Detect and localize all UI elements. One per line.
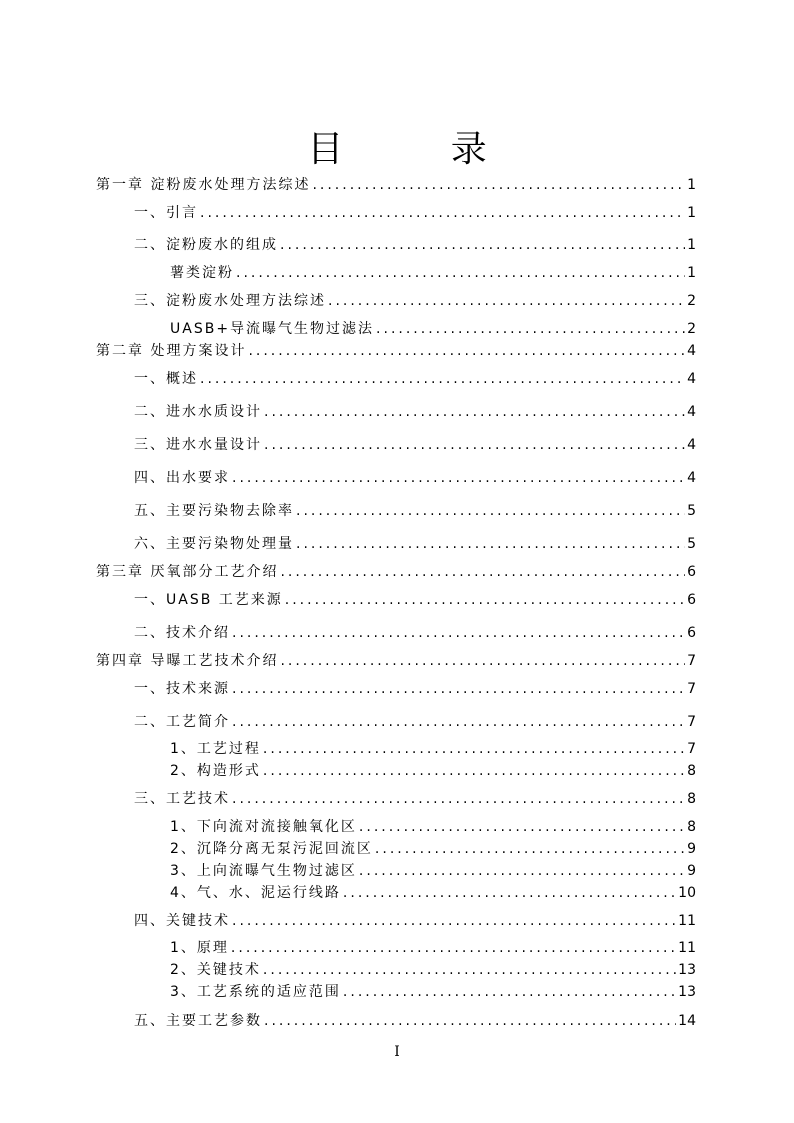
toc-entry-label: 二、工艺简介 bbox=[134, 714, 230, 730]
toc-leader-dots bbox=[280, 652, 685, 670]
toc-entry-page: 10 bbox=[678, 885, 696, 901]
toc-entry-label: 薯类淀粉 bbox=[170, 265, 234, 281]
toc-leader-dots bbox=[236, 264, 685, 282]
toc-entry[interactable] bbox=[170, 762, 696, 780]
toc-entry-label: 一、概述 bbox=[134, 371, 198, 387]
toc-entry-label: 五、主要工艺参数 bbox=[134, 1013, 262, 1029]
toc-entry[interactable] bbox=[170, 961, 696, 979]
toc-entry[interactable] bbox=[134, 535, 696, 553]
toc-entry-page: 1 bbox=[687, 265, 696, 281]
toc-entry-label: 五、主要污染物去除率 bbox=[134, 503, 294, 519]
toc-leader-dots bbox=[200, 370, 685, 388]
toc-entry-label: 2、构造形式 bbox=[170, 763, 261, 779]
toc-leader-dots bbox=[296, 502, 685, 520]
toc-entry[interactable] bbox=[170, 818, 696, 836]
toc-entry-label: 三、淀粉废水处理方法综述 bbox=[134, 293, 326, 309]
toc-leader-dots bbox=[232, 680, 685, 698]
toc-entry-label: 3、上向流曝气生物过滤区 bbox=[170, 863, 357, 879]
toc-entry-label: 一、引言 bbox=[134, 205, 198, 221]
toc-entry-page: 1 bbox=[687, 237, 696, 253]
toc-leader-dots bbox=[264, 436, 685, 454]
toc-leader-dots bbox=[264, 403, 685, 421]
toc-entry-label: 三、进水水量设计 bbox=[134, 437, 262, 453]
toc-entry-page: 4 bbox=[687, 470, 696, 486]
toc-leader-dots bbox=[200, 204, 685, 222]
toc-entry[interactable] bbox=[170, 840, 696, 858]
toc-entry-label: 二、技术介绍 bbox=[134, 625, 230, 641]
toc-entry-label: 三、工艺技术 bbox=[134, 791, 230, 807]
toc-entry[interactable] bbox=[134, 591, 696, 609]
toc-entry-page: 2 bbox=[687, 321, 696, 337]
toc-entry[interactable] bbox=[134, 790, 696, 808]
toc-entry-page: 6 bbox=[687, 564, 696, 580]
toc-entry-page: 7 bbox=[687, 741, 696, 757]
toc-entry-page: 8 bbox=[687, 791, 696, 807]
toc-entry[interactable] bbox=[96, 652, 696, 670]
toc-entry-label: 第二章 处理方案设计 bbox=[96, 343, 247, 359]
toc-entry[interactable] bbox=[134, 469, 696, 487]
toc-entry-page: 8 bbox=[687, 763, 696, 779]
toc-entry-page: 5 bbox=[687, 536, 696, 552]
toc-entry-page: 4 bbox=[687, 404, 696, 420]
toc-entry-page: 13 bbox=[678, 962, 696, 978]
toc-entry-label: 第一章 淀粉废水处理方法综述 bbox=[96, 177, 311, 193]
toc-leader-dots bbox=[263, 762, 685, 780]
toc-entry-page: 9 bbox=[687, 841, 696, 857]
toc-entry-page: 7 bbox=[687, 653, 696, 669]
toc-entry-page: 5 bbox=[687, 503, 696, 519]
toc-entry[interactable] bbox=[134, 436, 696, 454]
toc-entry-label: 1、下向流对流接触氧化区 bbox=[170, 819, 357, 835]
toc-leader-dots bbox=[248, 342, 685, 360]
toc-leader-dots bbox=[231, 939, 676, 957]
toc-entry-label: 二、进水水质设计 bbox=[134, 404, 262, 420]
toc-entry[interactable] bbox=[170, 320, 696, 338]
toc-entry-label: 2、关键技术 bbox=[170, 962, 261, 978]
toc-entry[interactable] bbox=[170, 862, 696, 880]
toc-entry-label: 六、主要污染物处理量 bbox=[134, 536, 294, 552]
toc-leader-dots bbox=[263, 961, 676, 979]
toc-leader-dots bbox=[375, 840, 685, 858]
toc-entry-page: 14 bbox=[678, 1013, 696, 1029]
toc-leader-dots bbox=[328, 292, 685, 310]
toc-leader-dots bbox=[312, 176, 685, 194]
toc-entry-page: 4 bbox=[687, 437, 696, 453]
toc-entry-label: 1、工艺过程 bbox=[170, 741, 261, 757]
toc-entry[interactable] bbox=[170, 884, 696, 902]
toc-entry[interactable] bbox=[170, 264, 696, 282]
toc-entry[interactable] bbox=[170, 983, 696, 1001]
toc-leader-dots bbox=[343, 983, 676, 1001]
toc-entry-page: 7 bbox=[687, 681, 696, 697]
toc-entry[interactable] bbox=[134, 236, 696, 254]
toc-entry-page: 1 bbox=[687, 205, 696, 221]
toc-entry-label: 一、UASB 工艺来源 bbox=[134, 592, 283, 608]
toc-entry-label: 1、原理 bbox=[170, 940, 229, 956]
toc-entry-page: 8 bbox=[687, 819, 696, 835]
toc-entry[interactable] bbox=[134, 1012, 696, 1030]
toc-leader-dots bbox=[359, 862, 685, 880]
toc-entry[interactable] bbox=[170, 939, 696, 957]
toc-entry-page: 11 bbox=[678, 913, 696, 929]
toc-entry-page: 6 bbox=[687, 625, 696, 641]
toc-leader-dots bbox=[263, 740, 685, 758]
toc-entry-label: 3、工艺系统的适应范围 bbox=[170, 984, 341, 1000]
toc-leader-dots bbox=[376, 320, 685, 338]
toc-entry[interactable] bbox=[134, 713, 696, 731]
toc-leader-dots bbox=[280, 563, 685, 581]
toc-entry-label: 四、出水要求 bbox=[134, 470, 230, 486]
toc-entry-page: 1 bbox=[687, 177, 696, 193]
toc-entry-page: 11 bbox=[678, 940, 696, 956]
toc-leader-dots bbox=[285, 591, 685, 609]
toc-leader-dots bbox=[232, 469, 685, 487]
toc-entry[interactable] bbox=[134, 680, 696, 698]
toc-entry-page: 6 bbox=[687, 592, 696, 608]
toc-entry-page: 9 bbox=[687, 863, 696, 879]
toc-leader-dots bbox=[343, 884, 676, 902]
toc-entry[interactable] bbox=[134, 370, 696, 388]
toc-entry-label: 第四章 导曝工艺技术介绍 bbox=[96, 653, 279, 669]
toc-entry[interactable] bbox=[96, 176, 696, 194]
toc-leader-dots bbox=[232, 790, 685, 808]
toc-entry[interactable] bbox=[96, 342, 696, 360]
toc-entry[interactable] bbox=[170, 740, 696, 758]
toc-entry[interactable] bbox=[134, 912, 696, 930]
toc-leader-dots bbox=[232, 624, 685, 642]
toc-entry[interactable] bbox=[134, 403, 696, 421]
toc-leader-dots bbox=[359, 818, 685, 836]
toc-entry-page: 4 bbox=[687, 371, 696, 387]
toc-entry[interactable] bbox=[134, 204, 696, 222]
toc-entry[interactable] bbox=[96, 563, 696, 581]
toc-leader-dots bbox=[264, 1012, 676, 1030]
toc-entry-label: 二、淀粉废水的组成 bbox=[134, 237, 278, 253]
toc-leader-dots bbox=[280, 236, 685, 254]
toc-entry-page: 13 bbox=[678, 984, 696, 1000]
toc-entry[interactable] bbox=[134, 502, 696, 520]
toc-leader-dots bbox=[232, 713, 685, 731]
toc-entry-label: 第三章 厌氧部分工艺介绍 bbox=[96, 564, 279, 580]
toc-entry-label: 一、技术来源 bbox=[134, 681, 230, 697]
toc-leader-dots bbox=[232, 912, 676, 930]
toc-entry-label: 4、气、水、泥运行线路 bbox=[170, 885, 341, 901]
toc-leader-dots bbox=[296, 535, 685, 553]
toc-entry-page: 7 bbox=[687, 714, 696, 730]
page-title: 目 录 bbox=[307, 129, 535, 170]
toc-entry-label: 2、沉降分离无泵污泥回流区 bbox=[170, 841, 373, 857]
toc-entry-page: 4 bbox=[687, 343, 696, 359]
toc-entry-page: 2 bbox=[687, 293, 696, 309]
toc-entry[interactable] bbox=[134, 292, 696, 310]
toc-entry-label: 四、关键技术 bbox=[134, 913, 230, 929]
toc-entry[interactable] bbox=[134, 624, 696, 642]
toc-entry-label: UASB+导流曝气生物过滤法 bbox=[170, 321, 375, 337]
page-number-footer: I bbox=[394, 1044, 400, 1060]
